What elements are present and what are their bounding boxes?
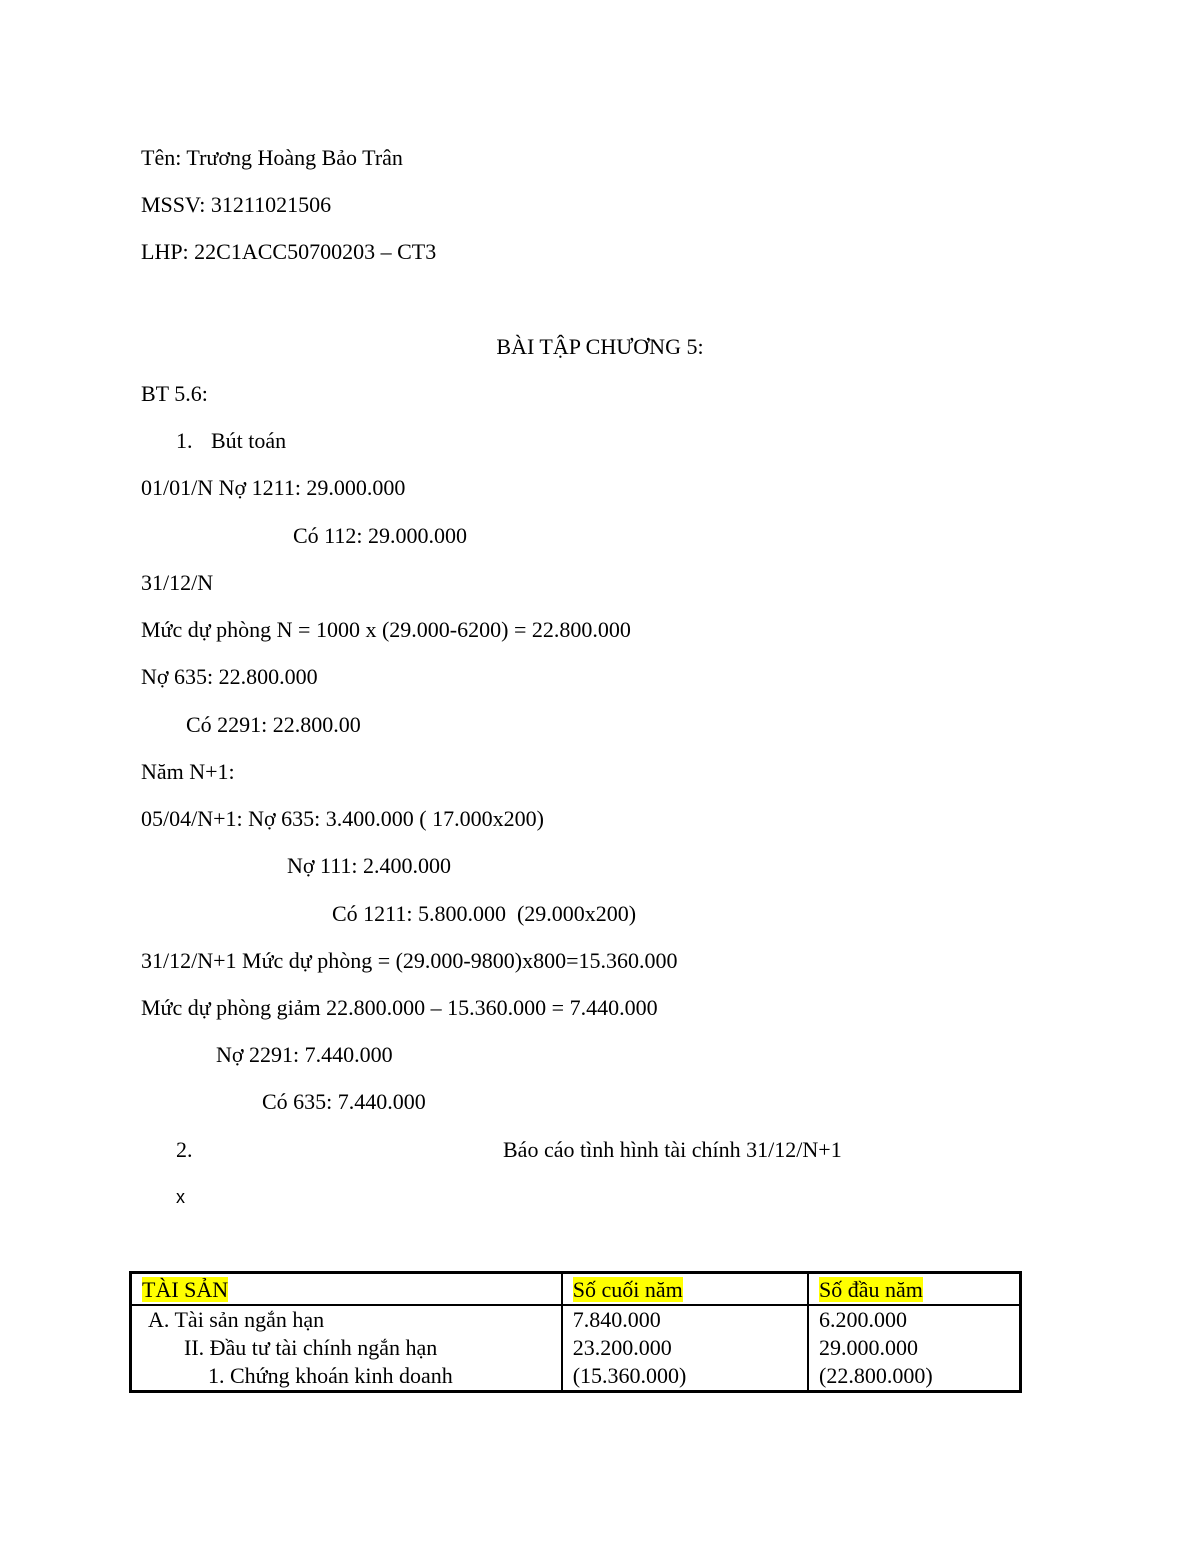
entry-line: Có 112: 29.000.000: [293, 523, 467, 548]
student-name: Tên: Trương Hoàng Bảo Trân: [141, 145, 403, 170]
table-row: [131, 1305, 1021, 1334]
row-start-value: 29.000.000: [808, 1334, 1021, 1362]
class-code: LHP: 22C1ACC50700203 – CT3: [141, 239, 437, 264]
entry-line: Nợ 111: 2.400.000: [287, 853, 452, 878]
entry-line: 01/01/N Nợ 1211: 29.000.000: [141, 475, 406, 500]
section-2-label: Báo cáo tình hình tài chính 31/12/N+1: [503, 1137, 842, 1162]
table-row: [131, 1334, 1021, 1362]
entry-line: Mức dự phòng N = 1000 x (29.000-6200) = 22.800.000: [141, 617, 631, 642]
row-start-value: (22.800.000): [808, 1362, 1021, 1392]
entry-line: Mức dự phòng giảm 22.800.000 – 15.360.000 = 7.440.000: [141, 995, 658, 1020]
entry-line: Nợ 2291: 7.440.000: [216, 1042, 393, 1067]
row-label: II. Đầu tư tài chính ngắn hạn: [131, 1334, 562, 1362]
table-header-cell: Số cuối năm: [562, 1273, 808, 1306]
table-header-cell: TÀI SẢN: [131, 1273, 562, 1306]
entry-line: 31/12/N: [141, 570, 214, 595]
table-header-row: [131, 1273, 1021, 1306]
entry-line: Nợ 635: 22.800.000: [141, 664, 318, 689]
section-1-label: Bút toán: [211, 428, 287, 453]
row-label: 1. Chứng khoán kinh doanh: [131, 1362, 562, 1392]
section-2-number: 2.: [176, 1137, 193, 1162]
row-end-value: (15.360.000): [562, 1362, 808, 1392]
entry-line: Năm N+1:: [141, 759, 235, 784]
row-label: A. Tài sản ngắn hạn: [131, 1305, 562, 1334]
page-title: BÀI TẬP CHƯƠNG 5:: [496, 334, 704, 359]
entry-line: Có 1211: 5.800.000 (29.000x200): [332, 901, 637, 926]
section-1-number: 1.: [176, 428, 193, 453]
balance-sheet-table: [129, 1271, 1022, 1393]
table-header-cell: Số đầu năm: [808, 1273, 1021, 1306]
exercise-label: BT 5.6:: [141, 381, 208, 406]
entry-line: Có 635: 7.440.000: [262, 1089, 426, 1114]
stray-mark: x: [176, 1187, 185, 1207]
table-row: [131, 1362, 1021, 1392]
row-end-value: 23.200.000: [562, 1334, 808, 1362]
row-start-value: 6.200.000: [808, 1305, 1021, 1334]
row-end-value: 7.840.000: [562, 1305, 808, 1334]
entry-line: 31/12/N+1 Mức dự phòng = (29.000-9800)x800=15.360.000: [141, 948, 678, 973]
student-id: MSSV: 31211021506: [141, 192, 332, 217]
entry-line: Có 2291: 22.800.00: [186, 712, 361, 737]
entry-line: 05/04/N+1: Nợ 635: 3.400.000 ( 17.000x200): [141, 806, 544, 831]
